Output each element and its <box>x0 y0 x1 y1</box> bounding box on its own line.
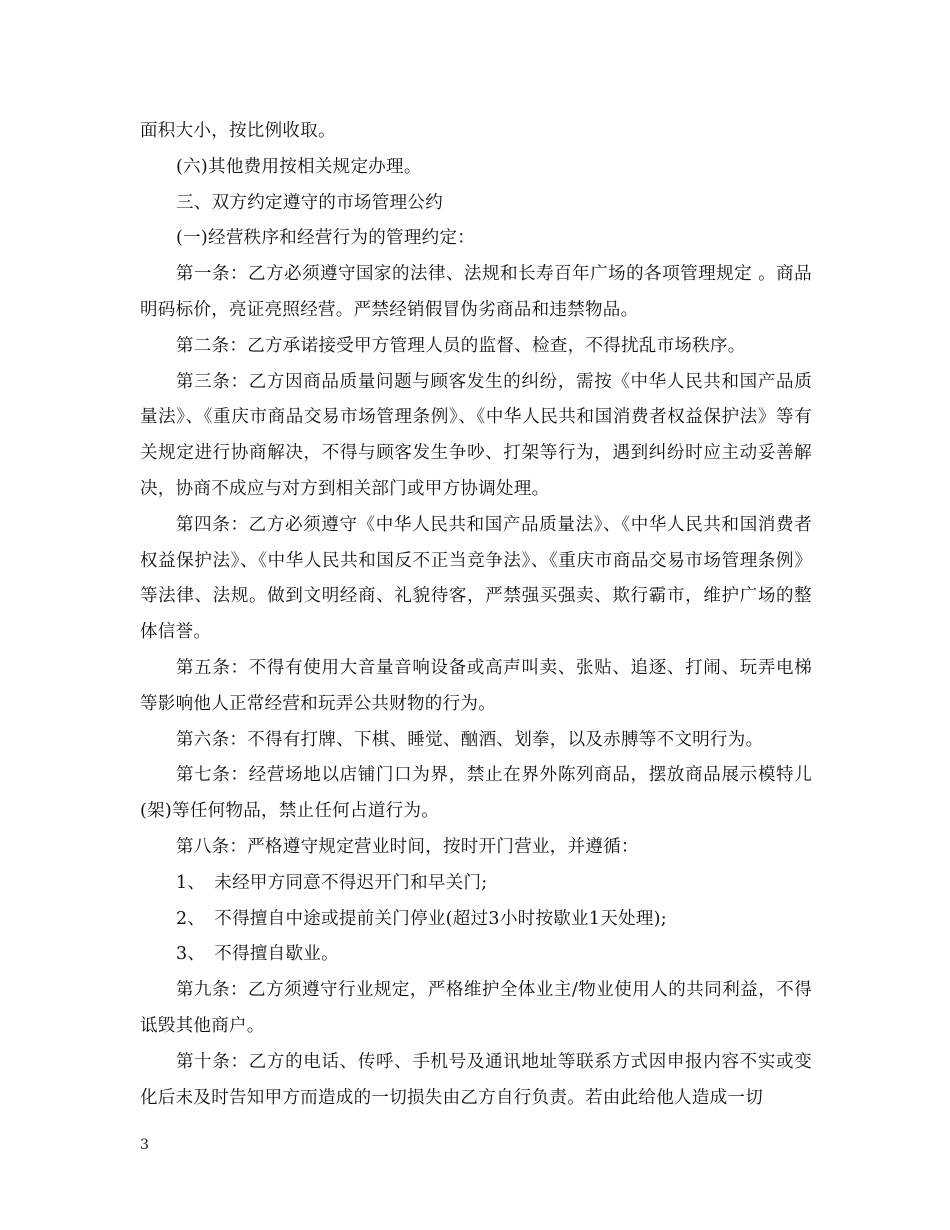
article-8: 第八条：严格遵守规定营业时间，按时开门营业，并遵循： <box>176 836 639 857</box>
subsection-heading: (一)经营秩序和经营行为的管理约定： <box>176 228 476 249</box>
list-item: 2、 不得擅自中途或提前关门停业(超过3小时按歇业1天处理); <box>176 908 668 929</box>
body-text <box>140 114 812 1116</box>
article-1: 第一条：乙方必须遵守国家的法律、法规和长寿百年广场的各项管理规定 。商品明码标价，亮证亮照经营。严禁经销假冒伪劣商品和违禁物品。 <box>140 264 812 320</box>
article-6: 第六条：不得有打牌、下棋、睡觉、酗酒、划拳，以及赤膊等不文明行为。 <box>176 729 764 750</box>
article-5: 第五条：不得有使用大音量音响设备或高声叫卖、张贴、追逐、打闹、玩弄电梯等影响他人正常经营和玩弄公共财物的行为。 <box>140 657 812 714</box>
article-3: 第三条：乙方因商品质量问题与顾客发生的纠纷，需按《中华人民共和国产品质量法》、《重庆市商品交易市场管理条例》、《中华人民共和国消费者权益保护法》等有关规定进行协商解决，不得与顾客发生争吵、打架等行为，遇到纠纷时应主动妥善解决，协商不成应与对方到相关部门或甲方协调处理。 <box>140 371 812 499</box>
paragraph: (六)其他费用按相关规定办理。 <box>176 156 422 177</box>
article-2: 第二条：乙方承诺接受甲方管理人员的监督、检查，不得扰乱市场秩序。 <box>176 335 746 356</box>
list-item: 1、 未经甲方同意不得迟开门和早关门; <box>176 872 488 893</box>
article-4: 第四条：乙方必须遵守《中华人民共和国产品质量法》、《中华人民共和国消费者权益保护法》、《中华人民共和国反不正当竞争法》、《重庆市商品交易市场管理条例》等法律、法规。做到文明经商、礼貌待客，严禁强买强卖、欺行霸市，维护广场的整体信誉。 <box>140 514 812 643</box>
article-9: 第九条：乙方须遵守行业规定，严格维护全体业主/物业使用人的共同利益，不得诋毁其他商户。 <box>140 980 812 1036</box>
page-number: 3 <box>140 1137 149 1153</box>
list-item: 3、 不得擅自歇业。 <box>176 944 339 965</box>
paragraph: 面积大小，按比例收取。 <box>140 121 336 141</box>
article-10: 第十条：乙方的电话、传呼、手机号及通讯地址等联系方式因申报内容不实或变化后未及时告知甲方而造成的一切损失由乙方自行负责。若由此给他人造成一切 <box>140 1051 812 1108</box>
section-heading: 三、双方约定遵守的市场管理公约 <box>176 192 443 213</box>
article-7: 第七条：经营场地以店铺门口为界，禁止在界外陈列商品，摆放商品展示模特儿(架)等任何物品，禁止任何占道行为。 <box>140 765 812 822</box>
